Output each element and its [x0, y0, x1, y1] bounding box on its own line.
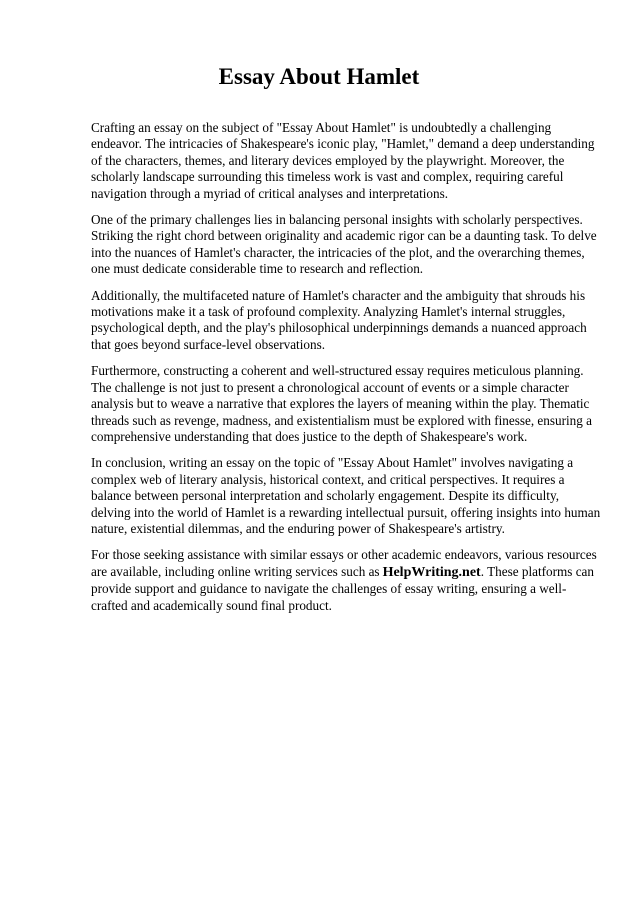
document-title: Essay About Hamlet — [218, 64, 420, 89]
paragraph-3: Additionally, the multifaceted nature of Hamlet's character and the ambiguity that shrouds his motivations make it a task of profound complexity. Analyzing Hamlet's internal struggles, psychological depth, and the play's philosophical underpinnings demands a nuanced approach that goes beyond surface-level observations. — [91, 287, 587, 352]
paragraph-2: One of the primary challenges lies in balancing personal insights with scholarly perspectives. Striking the right chord between originality and academic rigor can be a daunting task. To delve into the nuances of Hamlet's character, the intricacies of the plot, and the overarching themes, one must dedicate considerable time to research and reflection. — [91, 212, 597, 277]
paragraph-6-lead: For those seeking assistance with similar essays or other academic endeavors, various resources are available, including online writing services such as — [91, 547, 597, 579]
paragraph-4: Furthermore, constructing a coherent and well-structured essay requires meticulous planning. The challenge is not just to present a chronological account of events or a simple character analysis but to weave a narrative that explores the layers of meaning within the play. Thematic threads such as revenge, madness, and existentialism must be explored with finesse, ensuring a comprehensive understanding that does justice to the depth of Shakespeare's work. — [91, 363, 592, 444]
paragraph-1: Crafting an essay on the subject of "Essay About Hamlet" is undoubtedly a challenging endeavor. The intricacies of Shakespeare's iconic play, "Hamlet," demand a deep understanding of the characters, themes, and literary devices employed by the playwright. Moreover, the scholarly landscape surrounding this timeless work is vast and complex, requiring careful navigation through a myriad of critical analyses and interpretations. — [91, 120, 595, 201]
paragraph-6 — [91, 547, 601, 614]
document-body — [91, 120, 601, 624]
helpwriting-link[interactable]: HelpWriting.net — [382, 564, 481, 580]
paragraph-6-tail: . These platforms can provide support and guidance to navigate the challenges of essay writing, ensuring a well-crafted and academically sound final product. — [91, 563, 594, 613]
paragraph-5: In conclusion, writing an essay on the topic of "Essay About Hamlet" involves navigating a complex web of literary analysis, historical context, and critical perspectives. It requires a balance between personal interpretation and scholarly engagement. Despite its difficulty, delving into the world of Hamlet is a rewarding intellectual pursuit, offering insights into human nature, existential dilemmas, and the enduring power of Shakespeare's artistry. — [91, 455, 601, 536]
